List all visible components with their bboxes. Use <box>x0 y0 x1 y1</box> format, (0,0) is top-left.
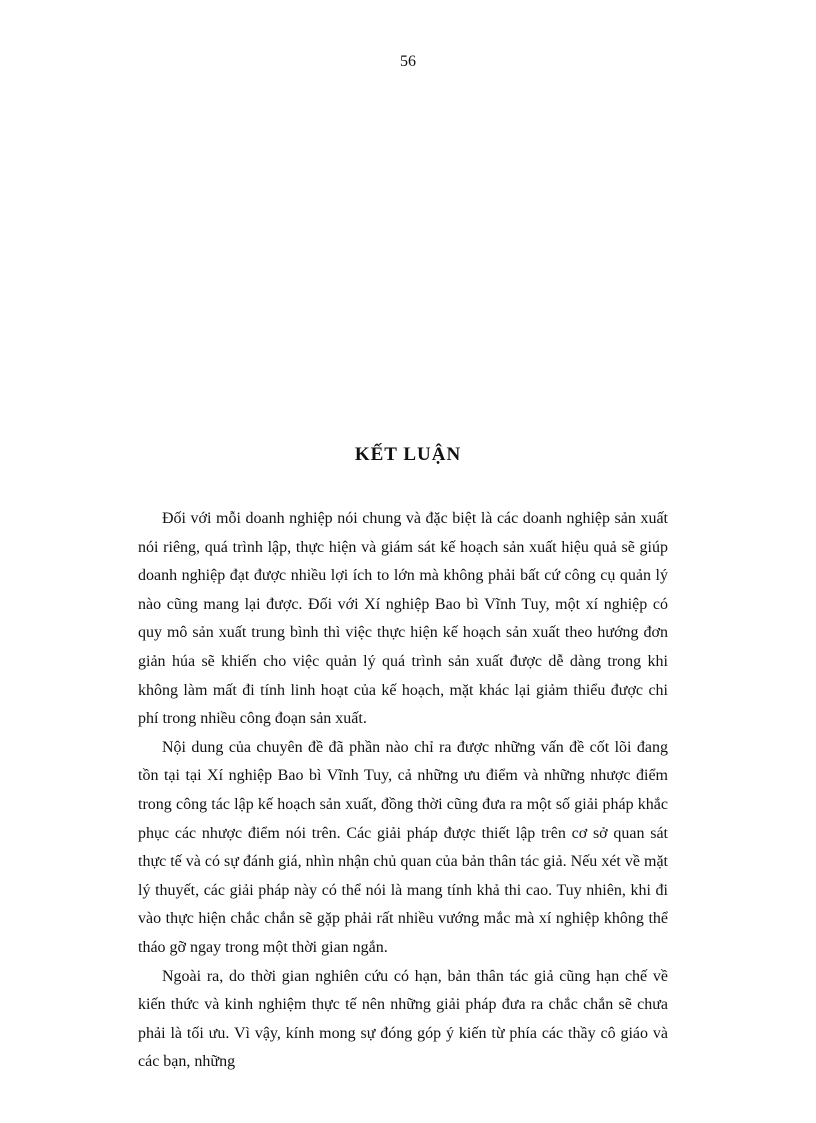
paragraph: Đối với mỗi doanh nghiệp nói chung và đặc biệt là các doanh nghiệp sản xuất nói riêng, quá trình lập, thực hiện và giám sát kế hoạch sản xuất hiệu quả sẽ giúp doanh nghiệp đạt được nhiều lợi ích to lớn mà không phải bất cứ công cụ quản lý nào cũng mang lại được. Đối với Xí nghiệp Bao bì Vĩnh Tuy, một xí nghiệp có quy mô sản xuất trung bình thì việc thực hiện kế hoạch sản xuất theo hướng đơn giản húa sẽ khiến cho việc quản lý quá trình sản xuất được dễ dàng trong khi không làm mất đi tính linh hoạt của kế hoạch, mặt khác lại giảm thiểu được chi phí trong nhiều công đoạn sản xuất. <box>138 510 668 728</box>
section-title: KẾT LUẬN <box>354 444 462 465</box>
page-number: 56 <box>400 53 416 70</box>
paragraph: Nội dung của chuyên đề đã phần nào chỉ ra được những vấn đề cốt lõi đang tồn tại tại Xí nghiệp Bao bì Vĩnh Tuy, cả những ưu điểm và những nhược điểm trong công tác lập kế hoạch sản xuất, đồng thời cũng đưa ra một số giải pháp khắc phục các nhược điểm nói trên. Các giải pháp được thiết lập trên cơ sở quan sát thực tế và có sự đánh giá, nhìn nhận chủ quan của bản thân tác giả. Nếu xét về mặt lý thuyết, các giải pháp này có thể nói là mang tính khả thi cao. Tuy nhiên, khi đi vào thực hiện chắc chắn sẽ gặp phải rất nhiều vướng mắc mà xí nghiệp không thể tháo gỡ ngay trong một thời gian ngắn. <box>138 738 668 956</box>
paragraph: Ngoài ra, do thời gian nghiên cứu có hạn, bản thân tác giả cũng hạn chế về kiến thức và kinh nghiệm thực tế nên những giải pháp đưa ra chắc chắn sẽ chưa phải là tối ưu. Vì vậy, kính mong sự đóng góp ý kiến từ phía các thầy cô giáo và các bạn, những <box>138 967 668 1071</box>
body-text <box>138 505 668 1077</box>
